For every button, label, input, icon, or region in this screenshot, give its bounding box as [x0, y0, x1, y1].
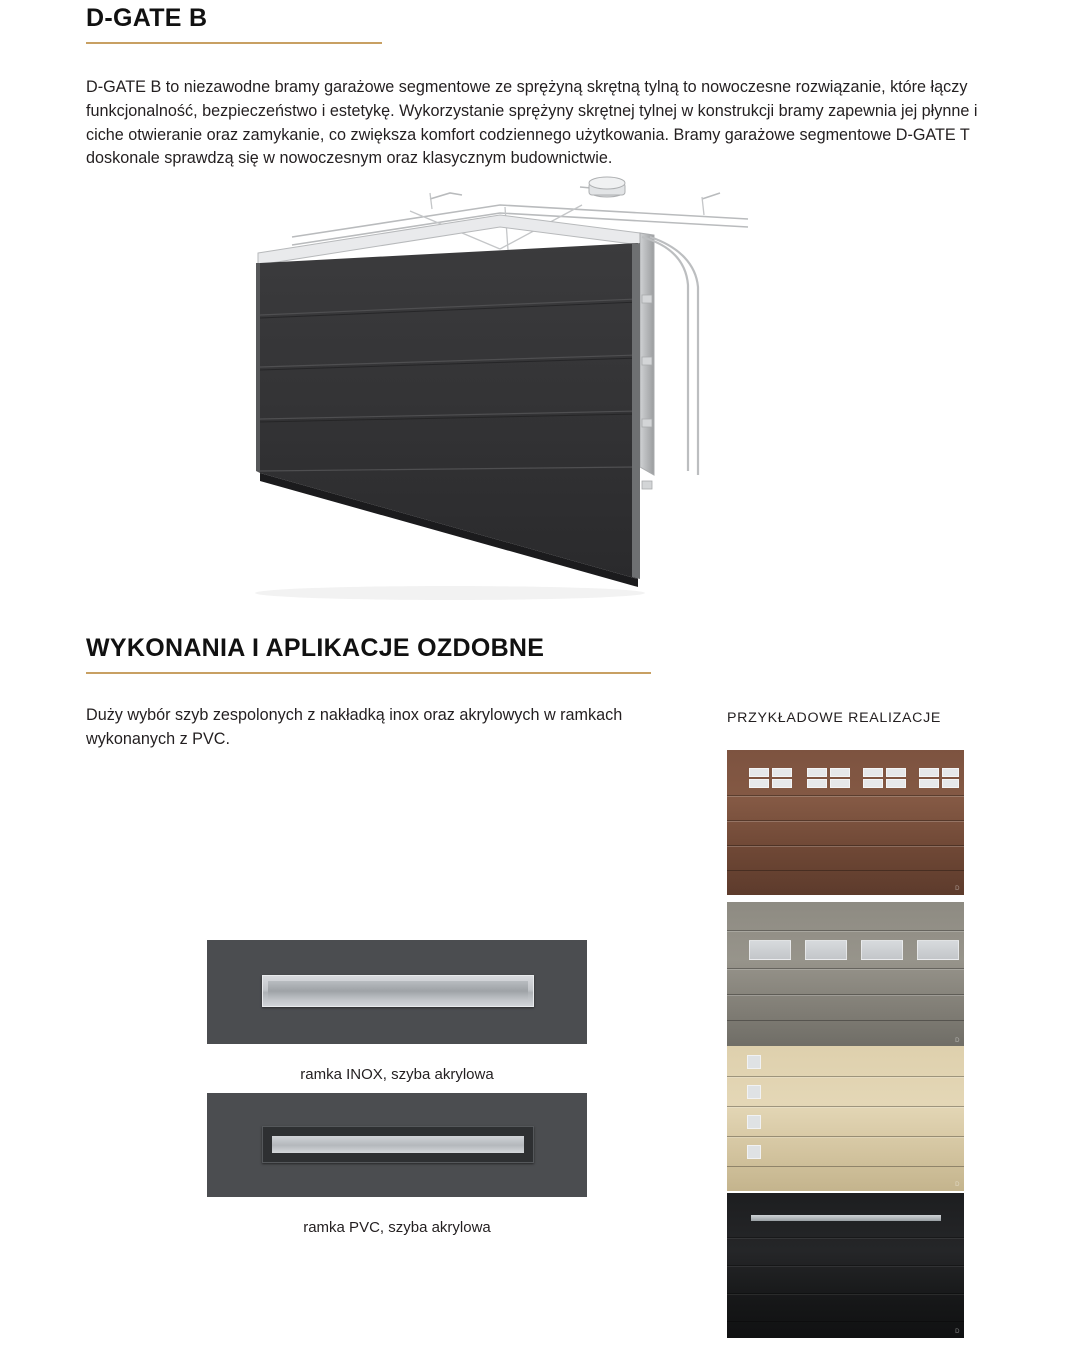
page-title: D-GATE B — [86, 4, 208, 32]
watermark: D — [955, 1182, 960, 1188]
title-underline-rule — [86, 42, 382, 44]
gate-panel-brown — [727, 750, 964, 895]
title-underline-rule-2 — [86, 672, 651, 674]
gate-panel-dark — [727, 1193, 964, 1338]
decor-paragraph: Duży wybór szyb zespolonych z nakładką inox oraz akrylowych w ramkach wykonanych z PVC. — [86, 706, 623, 748]
sample-pvc-image — [207, 1093, 587, 1197]
inox-window-frame — [262, 975, 534, 1007]
section-heading: WYKONANIA I APLIKACJE OZDOBNE — [86, 634, 545, 662]
realization-thumbnail-grey — [727, 902, 964, 1047]
watermark: D — [955, 1038, 960, 1044]
watermark: D — [955, 886, 960, 892]
realization-thumbnail-dark — [727, 1193, 964, 1338]
pvc-window-frame — [262, 1126, 534, 1163]
acrylic-glass — [272, 1136, 524, 1153]
motor-unit — [589, 177, 625, 197]
acrylic-glass — [268, 981, 528, 1001]
gate-3d-drawing — [250, 175, 810, 605]
intro-paragraph: D-GATE B to niezawodne bramy garażowe segmentowe ze sprężyną skrętną tylną to nowoczesne rozwiązanie, które łączy funkcjonalność, bezpieczeństwo i estetykę. Wykorzystanie sprężyny skrętnej tylnej w konstrukcji bramy zapewnia jej płynne i ciche otwieranie oraz zamykanie, co zwiększa komfort codziennego użytkowania. Bramy garażowe segmentowe D-GATE T doskonale sprawdzą się w nowoczesnym oraz klasycznym budownictwie. — [86, 78, 978, 168]
sample-inox — [207, 940, 587, 1083]
gate-panel-cream — [727, 1046, 964, 1191]
realizations-label: PRZYKŁADOWE REALIZACJE — [727, 710, 942, 726]
section-title-d-gate-b — [86, 4, 382, 44]
realization-thumbnail-brown — [727, 750, 964, 895]
sample-pvc-caption: ramka PVC, szyba akrylowa — [303, 1219, 491, 1236]
gate-panel-grey — [727, 902, 964, 1047]
section-title-wykonania — [86, 634, 651, 674]
watermark: D — [955, 1329, 960, 1335]
sample-inox-image — [207, 940, 587, 1044]
sample-inox-caption: ramka INOX, szyba akrylowa — [300, 1066, 494, 1083]
hero-gate-illustration — [250, 175, 810, 605]
realization-thumbnail-cream — [727, 1046, 964, 1191]
sample-pvc — [207, 1093, 587, 1236]
